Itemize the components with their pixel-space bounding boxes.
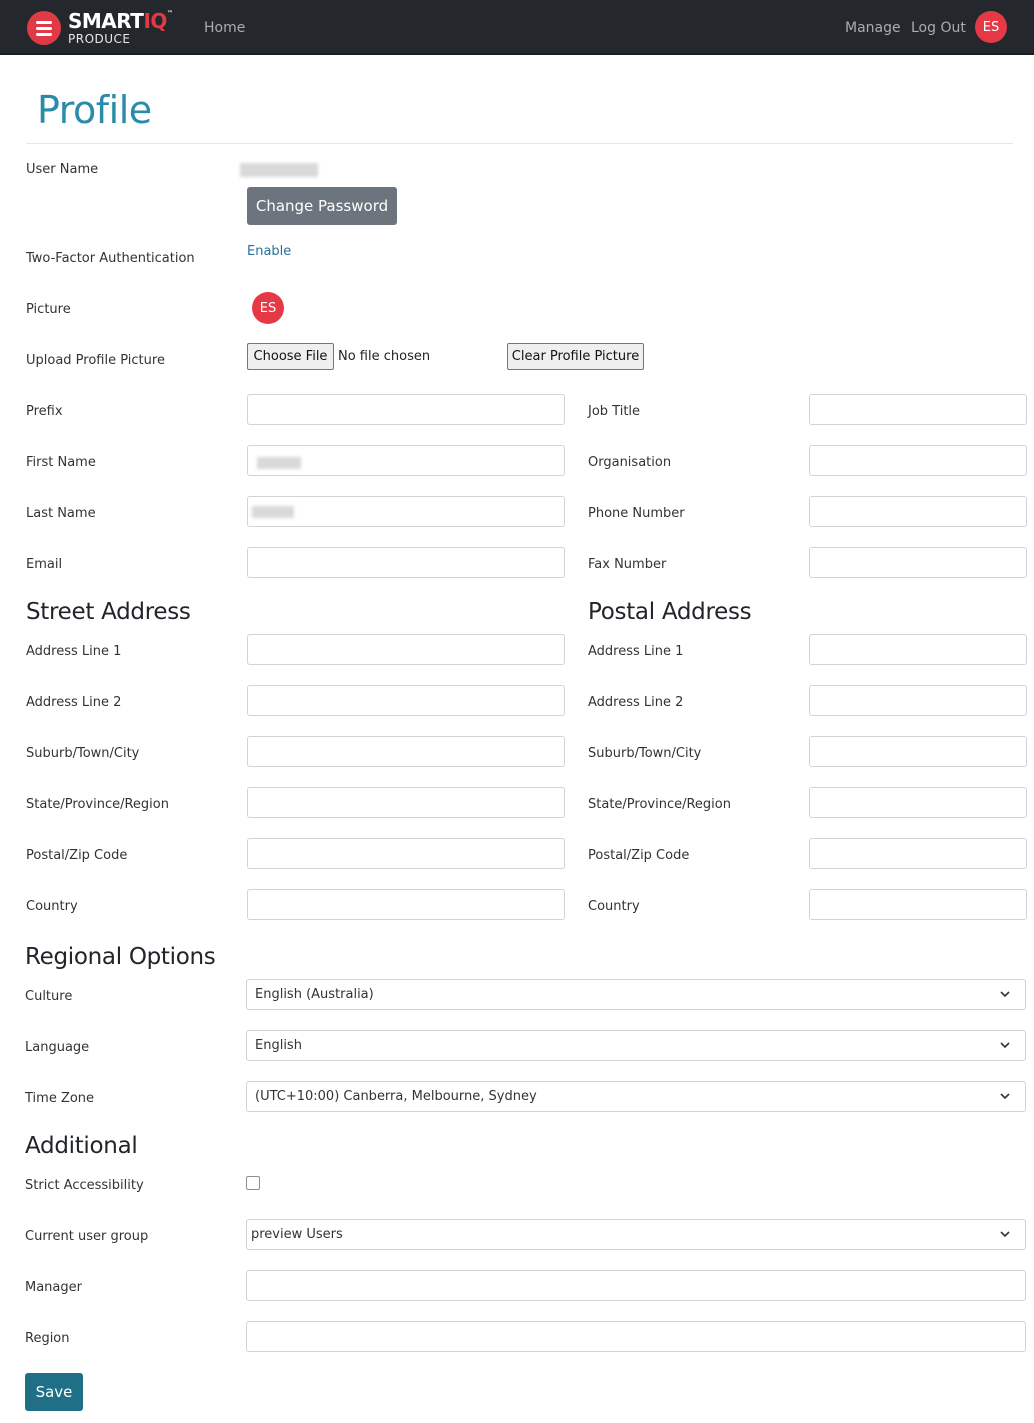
strict-accessibility-checkbox[interactable] bbox=[246, 1176, 260, 1190]
street-state-input[interactable] bbox=[247, 787, 565, 818]
postal-state-label: State/Province/Region bbox=[588, 797, 731, 812]
last-name-label: Last Name bbox=[26, 506, 96, 521]
menu-icon bbox=[27, 11, 61, 45]
postal-state-input[interactable] bbox=[809, 787, 1027, 818]
brand-trademark: ™ bbox=[166, 10, 173, 17]
street-city-input[interactable] bbox=[247, 736, 565, 767]
street-line1-input[interactable] bbox=[247, 634, 565, 665]
email-input[interactable] bbox=[247, 547, 565, 578]
language-select[interactable] bbox=[246, 1030, 1026, 1061]
street-postcode-input[interactable] bbox=[247, 838, 565, 869]
brand-logo[interactable] bbox=[27, 9, 172, 47]
phone-number-label: Phone Number bbox=[588, 506, 685, 521]
chevron-down-icon bbox=[999, 1228, 1011, 1240]
postal-line1-input[interactable] bbox=[809, 634, 1027, 665]
user-avatar[interactable]: ES bbox=[975, 11, 1007, 43]
regional-options-heading: Regional Options bbox=[25, 944, 216, 970]
change-password-button[interactable]: Change Password bbox=[247, 187, 397, 225]
language-label: Language bbox=[25, 1040, 90, 1055]
time-zone-selected-value: (UTC+10:00) Canberra, Melbourne, Sydney bbox=[255, 1089, 537, 1104]
brand-subtitle: PRODUCE bbox=[68, 32, 131, 46]
culture-select[interactable] bbox=[246, 979, 1026, 1010]
upload-picture-label: Upload Profile Picture bbox=[26, 353, 165, 368]
street-line1-label: Address Line 1 bbox=[26, 644, 122, 659]
choose-file-button[interactable]: Choose File bbox=[247, 343, 334, 370]
postal-city-input[interactable] bbox=[809, 736, 1027, 767]
email-label: Email bbox=[26, 557, 63, 572]
postal-country-label: Country bbox=[588, 899, 640, 914]
top-navbar bbox=[0, 0, 1034, 55]
region-label: Region bbox=[25, 1331, 70, 1346]
brand-name: SMART bbox=[68, 9, 144, 33]
chevron-down-icon bbox=[999, 988, 1011, 1000]
culture-selected-value: English (Australia) bbox=[255, 987, 374, 1002]
no-file-chosen-text: No file chosen bbox=[338, 349, 431, 364]
brand-name-iq: IQ bbox=[143, 9, 167, 33]
first-name-label: First Name bbox=[26, 455, 96, 470]
prefix-label: Prefix bbox=[26, 404, 63, 419]
two-factor-label: Two-Factor Authentication bbox=[26, 251, 195, 266]
fax-number-input[interactable] bbox=[809, 547, 1027, 578]
street-address-heading: Street Address bbox=[26, 599, 191, 625]
prefix-input[interactable] bbox=[247, 394, 565, 425]
phone-number-input[interactable] bbox=[809, 496, 1027, 527]
street-line2-input[interactable] bbox=[247, 685, 565, 716]
postal-address-heading: Postal Address bbox=[588, 599, 752, 625]
save-button[interactable]: Save bbox=[25, 1373, 83, 1411]
last-name-input[interactable] bbox=[247, 496, 565, 527]
two-factor-enable-link[interactable]: Enable bbox=[247, 244, 292, 259]
street-country-label: Country bbox=[26, 899, 78, 914]
time-zone-select[interactable] bbox=[246, 1081, 1026, 1112]
chevron-down-icon bbox=[999, 1039, 1011, 1051]
street-city-label: Suburb/Town/City bbox=[26, 746, 140, 761]
region-input[interactable] bbox=[246, 1321, 1026, 1352]
postal-line2-input[interactable] bbox=[809, 685, 1027, 716]
page-title: Profile bbox=[37, 88, 152, 132]
additional-heading: Additional bbox=[25, 1133, 138, 1159]
current-user-group-selected-value: preview Users bbox=[251, 1227, 343, 1242]
clear-profile-picture-button[interactable]: Clear Profile Picture bbox=[507, 343, 644, 370]
user-name-value-redacted bbox=[240, 163, 318, 177]
manager-label: Manager bbox=[25, 1280, 82, 1295]
nav-home-link[interactable]: Home bbox=[204, 20, 246, 36]
street-line2-label: Address Line 2 bbox=[26, 695, 122, 710]
postal-postcode-input[interactable] bbox=[809, 838, 1027, 869]
title-divider bbox=[26, 143, 1013, 144]
last-name-value-redacted bbox=[252, 506, 294, 518]
current-user-group-label: Current user group bbox=[25, 1229, 149, 1244]
first-name-value-redacted bbox=[257, 457, 301, 469]
strict-accessibility-label: Strict Accessibility bbox=[25, 1178, 144, 1193]
postal-city-label: Suburb/Town/City bbox=[588, 746, 702, 761]
postal-country-input[interactable] bbox=[809, 889, 1027, 920]
time-zone-label: Time Zone bbox=[25, 1091, 95, 1106]
culture-label: Culture bbox=[25, 989, 73, 1004]
postal-line2-label: Address Line 2 bbox=[588, 695, 684, 710]
language-selected-value: English bbox=[255, 1038, 302, 1053]
chevron-down-icon bbox=[999, 1090, 1011, 1102]
job-title-input[interactable] bbox=[809, 394, 1027, 425]
job-title-label: Job Title bbox=[588, 404, 641, 419]
nav-logout-link[interactable]: Log Out bbox=[911, 20, 966, 36]
street-postcode-label: Postal/Zip Code bbox=[26, 848, 128, 863]
first-name-input[interactable] bbox=[247, 445, 565, 476]
street-country-input[interactable] bbox=[247, 889, 565, 920]
postal-line1-label: Address Line 1 bbox=[588, 644, 684, 659]
current-user-group-select[interactable] bbox=[246, 1219, 1026, 1250]
organisation-input[interactable] bbox=[809, 445, 1027, 476]
manager-input[interactable] bbox=[246, 1270, 1026, 1301]
nav-manage-link[interactable]: Manage bbox=[845, 20, 901, 36]
street-state-label: State/Province/Region bbox=[26, 797, 169, 812]
profile-picture: ES bbox=[252, 292, 284, 324]
picture-label: Picture bbox=[26, 302, 71, 317]
postal-postcode-label: Postal/Zip Code bbox=[588, 848, 690, 863]
organisation-label: Organisation bbox=[588, 455, 672, 470]
user-name-label: User Name bbox=[26, 162, 99, 177]
fax-number-label: Fax Number bbox=[588, 557, 667, 572]
